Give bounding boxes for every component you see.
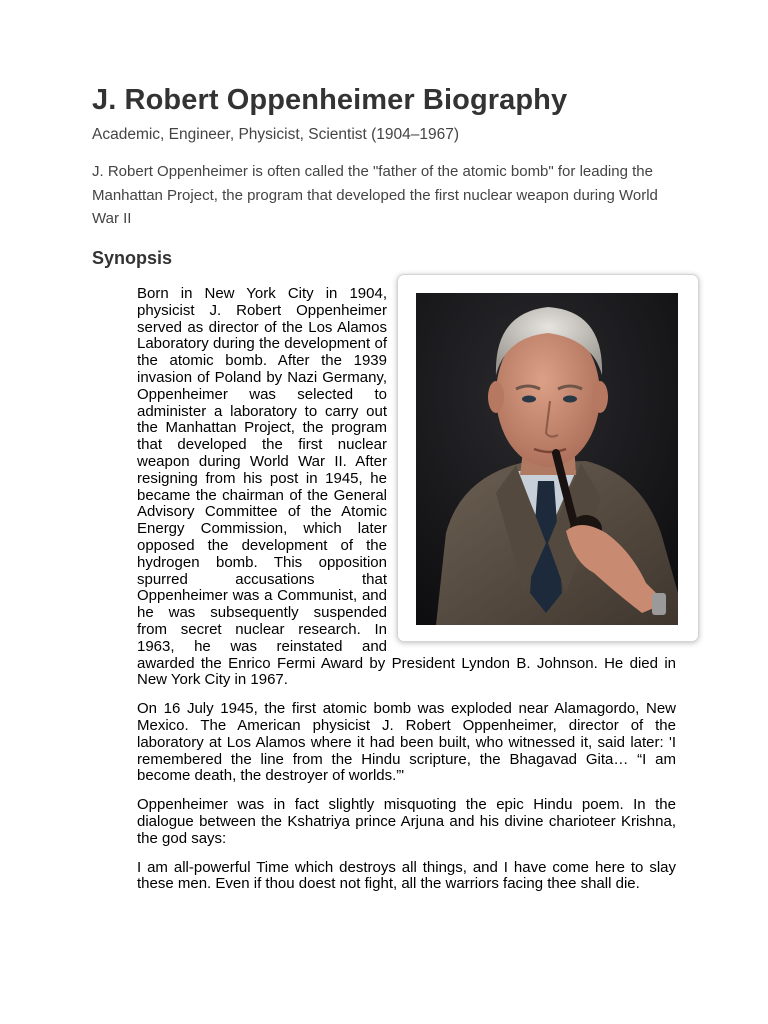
synopsis-body: [137, 286, 676, 905]
misquote-paragraph: Oppenheimer was in fact slightly misquoting the epic Hindu poem. In the dialogue between the Kshatriya prince Arjuna and his divine charioteer Krishna, the god says:: [137, 796, 676, 847]
page-subtitle: Academic, Engineer, Physicist, Scientist (1904–1967): [92, 126, 460, 143]
portrait-photo-card: [397, 274, 699, 642]
article-lede: J. Robert Oppenheimer is often called the "father of the atomic bomb" for leading the Manhattan Project, the program that developed the first nuclear weapon during World War II: [92, 163, 658, 227]
portrait-photo: [416, 293, 678, 625]
page-title: J. Robert Oppenheimer Biography: [92, 84, 568, 116]
gita-quote-paragraph: I am all-powerful Time which destroys all things, and I have come here to slay these men. Even if thou doest not fight, all the warriors facing thee shall die.: [137, 858, 676, 893]
synopsis-paragraph: Born in New York City in 1904, physicist J. Robert Oppenheimer served as director of the Los Alamos Laboratory during the development of the atomic bomb. After the 1939 invasion of Poland by Nazi Germany, Oppenheimer was selected to administer a laboratory to carry out the Manhattan Project, the program that developed the first nuclear weapon during World War II. After resigning from his post in 1945, he became the chairman of the General Advisory Committee of the Atomic Energy Commission, which later opposed the development of the hydrogen bomb. This opposition spurred accusations that Oppenheimer was a Communist, and he was subsequently suspended from secret nuclear research. In 1963, he was reinstated and awarded the Enrico Fermi Award by President Lyndon B. Johnson. He died in New York City in 1967.: [137, 285, 676, 689]
section-heading-synopsis: Synopsis: [92, 248, 173, 268]
trinity-paragraph: On 16 July 1945, the first atomic bomb was exploded near Alamagordo, New Mexico. The American physicist J. Robert Oppenheimer, director of the laboratory at Los Alamos where it had been built, who witnessed it, said later: 'I remembered the line from the Hindu scripture, the Bhagavad Gita… “I am become death, the destroyer of worlds.”': [137, 700, 676, 785]
